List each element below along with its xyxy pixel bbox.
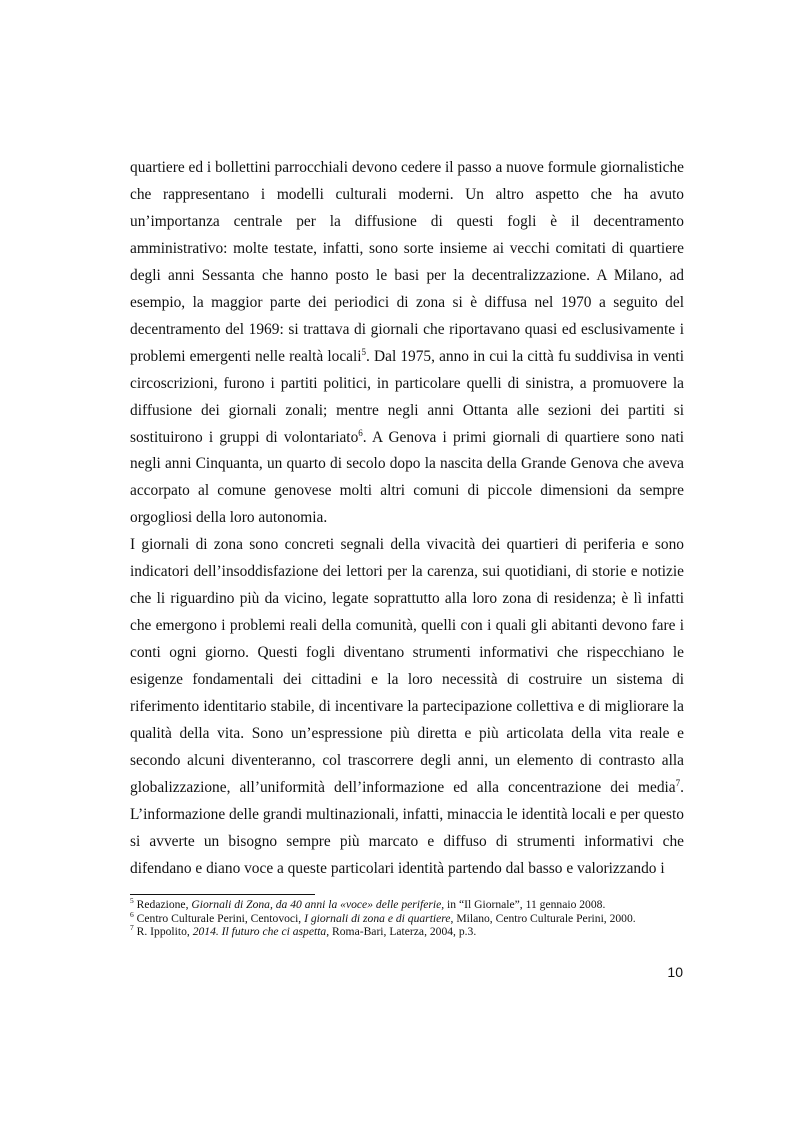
footnote-title: 2014. Il futuro che ci aspetta: [192, 925, 327, 939]
footnote-ref-7: 7: [675, 777, 681, 788]
footnote-separator: [130, 894, 315, 895]
footnote-ref-6: 6: [358, 427, 363, 438]
paragraph-1: [130, 155, 684, 532]
footnote-title: Giornali di Zona, da 40 anni la «voce» delle periferie,: [191, 898, 445, 911]
footnote-number: 7: [130, 923, 134, 933]
footnote-number: 6: [130, 909, 134, 919]
paragraph-1-text-b: . Dal 1975, anno in cui la città fu suddivisa in venti circoscrizioni, furono i partiti politici, in particolare quelli di sinistra, a promuovere la diffusione dei giornali zonali; mentre negli anni Ottanta alle sezioni dei partiti si sostituirono i gruppi di volontariato: [130, 347, 684, 446]
main-text: [130, 155, 684, 883]
paragraph-1-text-a: quartiere ed i bollettini parrocchiali devono cedere il passo a nuove formule giornalistiche che rappresentano i modelli culturali moderni. Un altro aspetto che ha avuto un’importanza centrale per la diffusione di questi fogli è il decentramento amministrativo: molte testate, infatti, sono sorte insieme ai vecchi comitati di quartiere degli anni Sessanta che hanno posto le basi per la decentralizzazione. A Milano, ad esempio, la maggior parte dei periodici di zona si è diffusa nel 1970 a seguito del decentramento del 1969: si trattava di giornali che riportavano quasi ed esclusivamente i problemi emergenti nelle realtà locali: [130, 159, 684, 365]
paragraph-2: [130, 532, 684, 882]
footnote-tail: , Roma-Bari, Laterza, 2004, p.3.: [326, 925, 477, 939]
footnote-ref-5: 5: [361, 346, 367, 357]
paragraph-2-text-a: I giornali di zona sono concreti segnali della vivacità dei quartieri di periferia e sono indicatori dell’insoddisfazione dei lettori per la carenza, sui quotidiani, di storie e notizie che li riguardino più da vicino, legate soprattutto alla loro zona di residenza; è lì infatti che emergono i problemi reali della comunità, quelli con i quali gli abitanti devono fare i conti ogni giorno. Questi fogli diventano strumenti informativi che rispecchiano le esigenze fondamentali dei cittadini e la loro necessità di costruire un sistema di riferimento identitario stabile, di incentivare la partecipazione collettiva e di migliorare la qualità della vita. Sono un’espressione più diretta e più articolata della vita reale e secondo alcuni diventeranno, col trascorrere degli anni, un elemento di contrasto alla globalizzazione, all’uniformità dell’informazione ed alla concentrazione dei media: [130, 536, 684, 796]
footnote-lead: Redazione,: [133, 898, 192, 911]
footnote-number: 5: [130, 896, 134, 906]
paragraph-1-text-c: . A Genova i primi giornali di quartiere sono nati negli anni Cinquanta, un quarto di secolo dopo la nascita della Grande Genova che aveva accorpato al comune genovese molti altri comuni di piccole dimensioni da sempre orgogliosi della loro autonomia.: [130, 428, 684, 527]
page-number: 10: [667, 964, 683, 980]
footnote-lead: Centro Culturale Perini, Centovoci,: [133, 911, 305, 925]
footnote-tail: in “Il Giornale”, 11 gennaio 2008.: [444, 898, 606, 911]
footnote-6: [130, 909, 684, 926]
footnote-title: I giornali di zona e di quartiere: [304, 911, 451, 925]
footnotes: [130, 898, 684, 939]
paragraph-2-text-b: . L’informazione delle grandi multinazionali, infatti, minaccia le identità locali e per questo si avverte un bisogno sempre più marcato e diffuso di strumenti informativi che difendano e diano voce a queste particolari identità partendo dal basso e valorizzando i: [130, 778, 684, 877]
footnote-5: [130, 898, 684, 912]
footnote-tail: , Milano, Centro Culturale Perini, 2000.: [450, 911, 636, 925]
footnote-lead: R. Ippolito,: [133, 925, 193, 939]
footnote-7: [130, 925, 684, 939]
